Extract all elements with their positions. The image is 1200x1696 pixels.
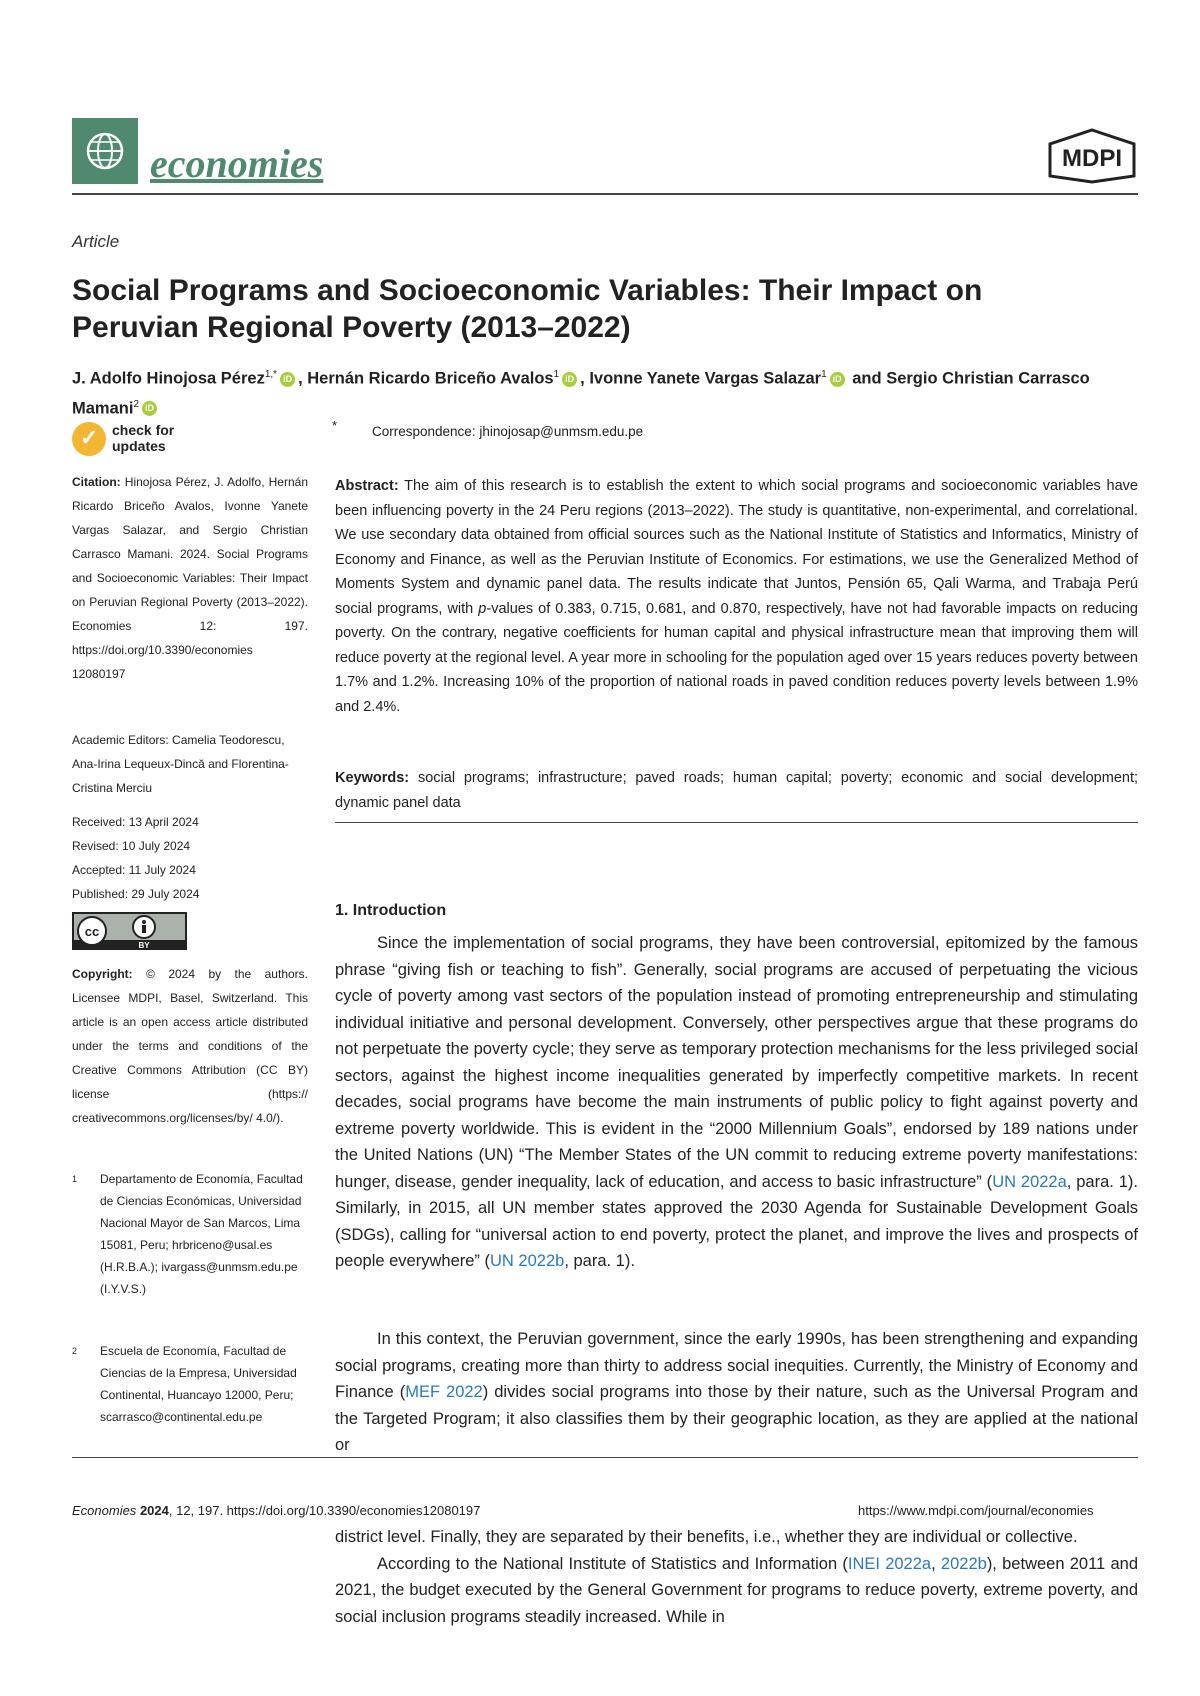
copyright-text: © 2024 by the authors. Licensee MDPI, Basel, Switzerland. This article is an open access article distributed under the terms and conditions of the Creative Commons Attribution (CC BY) license (https:// creativecommons.org/licenses/by/ 4.0/). [72, 967, 308, 1125]
orcid-icon[interactable]: iD [830, 372, 845, 387]
author-1-affil: 1,* [264, 369, 278, 380]
mdpi-logo [1046, 128, 1138, 184]
abstract-text-b: -values of 0.383, 0.715, 0.681, and 0.870, respectively, have not had favorable impacts on reducing poverty. On the contrary, negative coefficients for human capital and physical infrastructure mean that improving them will reduce poverty at the regional level. A year more in schooling for the population aged over 15 years reduces poverty between 1.7% and 1.2%. Increasing 10% of the proportion of national roads in paved condition reduces poverty levels between 1.9% and 2.4%. [335, 600, 1138, 715]
author-3-affil: 1 [821, 369, 827, 380]
paragraph-3 [335, 1524, 1138, 1630]
author-4[interactable]: Sergio Christian Carrasco Mamani [72, 369, 1090, 417]
copyright-label: Copyright: [72, 967, 133, 981]
citation-link[interactable]: UN 2022a [992, 1172, 1067, 1191]
p-value-symbol: p [478, 600, 487, 617]
p1-text-a: Since the implementation of social programs, they have been controversial, epitomized by the famous phrase “giving fish or teaching to fish”. Generally, social programs are accused of perpetuating the vicious cycle of poverty among vast sectors of the population instead of promoting entrepreneurship and stimulating individual initiative and personal development. Conversely, other perspectives argue that these programs do not perpetuate the poverty cycle; they serve as temporary protection mechanisms for the less privileged social sectors, against the highest income inequalities generated by imperfectly competitive markets. In recent decades, social programs have become the main instruments of public policy to fight against poverty and extreme poverty worldwide. This is evident in the “2000 Millennium Goals”, endorsed by 189 nations under the United Nations (UN) “The Member States of the UN commit to reducing extreme poverty manifestations: hunger, disease, gender inequality, lack of education, and access to basic infrastructure” ( [335, 934, 1138, 1191]
correspondence: Correspondence: jhinojosap@unmsm.edu.pe [372, 424, 644, 439]
citation-text: Hinojosa Pérez, J. Adolfo, Hernán Ricardo Briceño Avalos, Ivonne Yanete Vargas Salazar, and Sergio Christian Carrasco Mamani. 2024. Social Programs and Socioeconomic Variables: Their Impact on Peruvian Regional Poverty (2013–2022). Economies 12: 197. https://doi.org/10.3390/economies 12080197 [72, 475, 308, 681]
affiliation-text: Departamento de Economía, Facultad de Ciencias Económicas, Universidad Nacional Mayor de San Marcos, Lima 15081, Peru; hrbriceno@usal.es (H.R.B.A.); ivargass@unmsm.edu.pe (I.Y.V.S.) [100, 1172, 303, 1296]
abstract-text-a: The aim of this research is to establish the extent to which social programs and socioeconomic variables have been influencing poverty in the 24 Peru regions (2013–2022). The study is quantitative, non-experimental, and correlational. We use secondary data obtained from official sources such as the National Institute of Statistics and Informatics, Ministry of Economy and Finance, as well as the Peruvian Institute of Economics. For estimations, we use the Generalized Method of Moments System and dynamic panel data. The results indicate that Juntos, Pensión 65, Qali Warma, and Trabaja Perú social programs, with [335, 478, 1138, 617]
copyright-block [72, 962, 308, 1130]
citation-link[interactable]: MEF 2022 [405, 1383, 483, 1401]
keywords-label: Keywords: [335, 770, 410, 786]
mdpi-logo-text: MDPI [1062, 145, 1122, 172]
date-revised: Revised: 10 July 2024 [72, 839, 191, 853]
abstract-label: Abstract: [335, 478, 399, 494]
footer-divider [72, 1457, 1138, 1458]
journal-name[interactable]: economies [150, 141, 324, 186]
svg-text:BY: BY [138, 941, 150, 950]
author-and: and [852, 369, 882, 388]
p1-text-b: , para. 1). Similarly, in 2015, all UN member states approved the 2030 Agenda for Sustainable Development Goals (SDGs), calling for “universal action to end poverty, protect the planet, and improve the lives and prospects of people everywhere” ( [335, 1172, 1138, 1270]
date-accepted: Accepted: 11 July 2024 [72, 863, 196, 877]
p1-text-c: , para. 1). [564, 1252, 635, 1270]
paragraph-1 [335, 930, 1138, 1275]
footer-url[interactable]: https://www.mdpi.com/journal/economies [858, 1503, 1094, 1518]
journal-logo [72, 118, 138, 184]
citation-label: Citation: [72, 475, 121, 489]
author-2-affil: 1 [553, 369, 560, 380]
globe-icon [72, 118, 138, 184]
cc-by-icon[interactable] [72, 912, 187, 950]
affiliation-text: Escuela de Economía, Facultad de Ciencias de la Empresa, Universidad Continental, Huancayo 12000, Peru; scarrasco@continental.edu.pe [100, 1344, 297, 1424]
author-2[interactable]: Hernán Ricardo Briceño Avalos [307, 369, 554, 388]
citation-link[interactable]: INEI 2022a [847, 1554, 932, 1573]
section-heading: 1. Introduction [335, 902, 447, 919]
footer-rest: , 12, 197. https://doi.org/10.3390/economies12080197 [168, 1503, 481, 1518]
p3-text-b: According to the National Institute of Statistics and Information ( [377, 1554, 848, 1573]
abstract [335, 474, 1138, 719]
correspondence-marker: * [332, 418, 338, 433]
abstract-divider [335, 822, 1138, 823]
publication-dates [72, 810, 308, 906]
header-divider [72, 193, 1138, 195]
citation-link[interactable]: 2022b [940, 1554, 987, 1573]
paragraph-2 [335, 1326, 1138, 1459]
checkmark-icon: ✓ [72, 422, 106, 456]
citation-block [72, 470, 308, 686]
affiliation-1 [72, 1168, 308, 1300]
keywords-text: social programs; infrastructure; paved roads; human capital; poverty; economic and social development; dynamic panel data [335, 770, 1139, 811]
date-published: Published: 29 July 2024 [72, 887, 200, 901]
author-4-affil: 2 [133, 398, 139, 410]
author-3[interactable]: Ivonne Yanete Vargas Salazar [589, 369, 822, 388]
p2-text-b: ) divides social programs into those by their nature, such as the Universal Program and the Targeted Program; it also classifies them by their geographic location, as they are applied at the national or [335, 1383, 1139, 1454]
academic-editors: Academic Editors: Camelia Teodorescu, Ana-Irina Lequeux-Dincă and Florentina-Cristina Merciu [72, 733, 289, 795]
footer-year: 2024 [139, 1503, 169, 1518]
author-1[interactable]: J. Adolfo Hinojosa Pérez [72, 369, 265, 388]
orcid-icon[interactable]: iD [142, 401, 157, 416]
article-type: Article [72, 232, 120, 251]
svg-text:cc: cc [84, 924, 100, 939]
affiliation-number: 2 [72, 1346, 78, 1356]
orcid-icon[interactable]: iD [562, 372, 577, 387]
orcid-icon[interactable]: iD [280, 372, 295, 387]
p3-sep: , [931, 1554, 941, 1573]
p2-text-a: In this context, the Peruvian government, since the early 1990s, has been strengthening and expanding social programs, creating more than thirty to address social inequities. Currently, the Ministry of Economy and Finance ( [335, 1330, 1138, 1401]
footer-citation [72, 1503, 480, 1518]
citation-link[interactable]: UN 2022b [490, 1252, 565, 1270]
author-list: J. Adolfo Hinojosa Pérez$^{1,*}$ iD , Hernán Ricardo Briceño Avalos$^1$ iD , Ivonne Yanete Vargas Salazar$^1$ iD and Sergio Christian Carrasco Mamani$^2$ iD [72, 369, 1090, 417]
paper-title: Social Programs and Socioeconomic Variables: Their Impact on Peruvian Regional Poverty (2013–2022) [72, 274, 983, 344]
p3-text-c: ), between 2011 and 2021, the budget executed by the General Government for programs to reduce poverty, extreme poverty, and social inclusion programs steadily increased. While in [335, 1554, 1138, 1626]
check-updates-line1: check for [112, 422, 175, 438]
affiliation-2 [72, 1340, 308, 1428]
affiliation-number: 1 [72, 1174, 78, 1184]
keywords [335, 766, 1138, 815]
check-for-updates-badge[interactable] [72, 422, 182, 456]
date-received: Received: 13 April 2024 [72, 815, 199, 829]
check-updates-line2: updates [112, 438, 166, 454]
p3-text-a: district level. Finally, they are separated by their benefits, i.e., whether they are individual or collective. [335, 1528, 1078, 1546]
footer-journal: Economies [72, 1503, 137, 1518]
